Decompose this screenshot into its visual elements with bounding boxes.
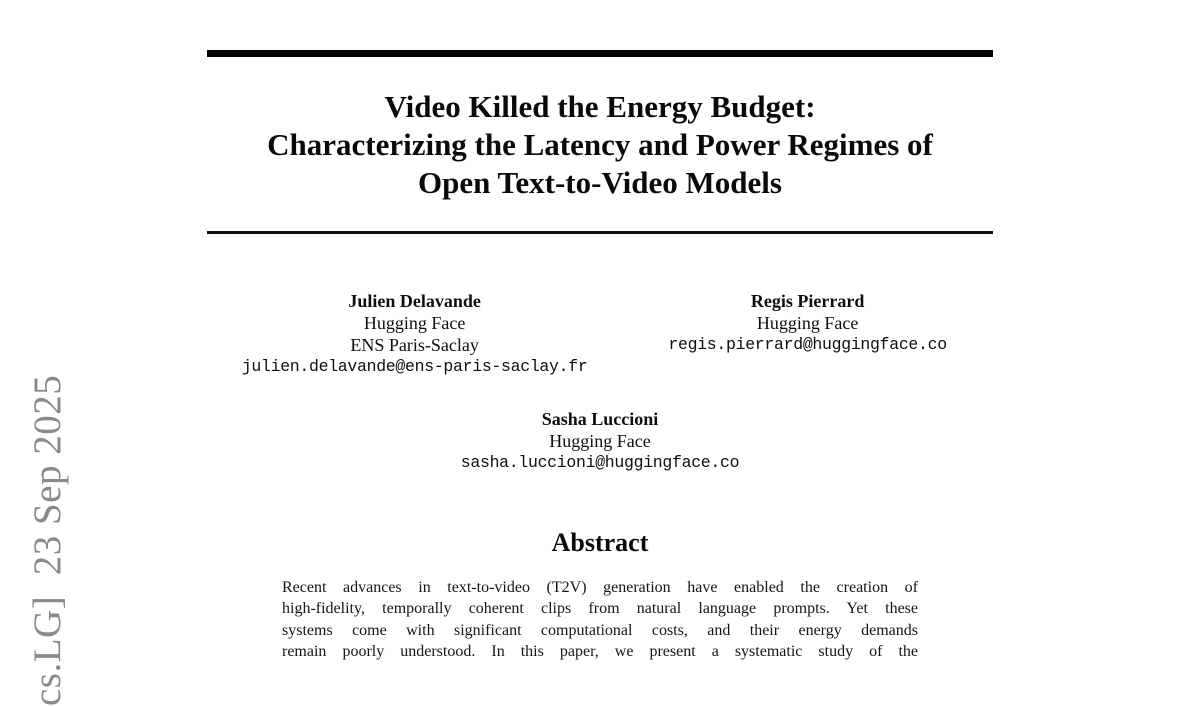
author-block-sasha-luccioni bbox=[207, 408, 993, 474]
author-email: regis.pierrard@huggingface.co bbox=[668, 334, 947, 354]
author-name: Regis Pierrard bbox=[750, 290, 865, 311]
author-affiliation: Hugging Face bbox=[549, 430, 651, 451]
author-block-regis-pierrard bbox=[622, 290, 993, 378]
author-block-julien-delavande bbox=[207, 290, 622, 378]
paper-page bbox=[0, 50, 1200, 706]
paper-title-line-2: Characterizing the Latency and Power Regimes of bbox=[267, 127, 933, 162]
author-affiliation: Hugging Face bbox=[363, 312, 466, 333]
author-name: Julien Delavande bbox=[348, 290, 481, 311]
author-name: Sasha Luccioni bbox=[541, 408, 659, 429]
abstract-line: systems come with significant computational costs, and their energy demands bbox=[282, 621, 918, 639]
abstract-line: remain poorly understood. In this paper, we present a systematic study of the bbox=[282, 643, 918, 660]
paper-title-line-1: Video Killed the Energy Budget: bbox=[384, 89, 816, 124]
paper-title-line-3: Open Text-to-Video Models bbox=[418, 165, 782, 200]
arxiv-watermark: cs.LG] 23 Sep 2025 bbox=[26, 374, 69, 706]
author-affiliation: ENS Paris-Saclay bbox=[350, 334, 479, 355]
paper-title bbox=[207, 88, 993, 202]
title-rule-bottom bbox=[207, 231, 993, 234]
authors-row bbox=[207, 290, 993, 378]
abstract-heading: Abstract bbox=[551, 527, 649, 557]
author-affiliation: Hugging Face bbox=[756, 312, 859, 333]
author-email: sasha.luccioni@huggingface.co bbox=[460, 452, 740, 472]
abstract-line: high-fidelity, temporally coherent clips from natural language prompts. Yet these bbox=[282, 600, 918, 617]
abstract-line: Recent advances in text-to-video (T2V) generation have enabled the creation of bbox=[282, 578, 918, 596]
author-email: julien.delavande@ens-paris-saclay.fr bbox=[241, 356, 588, 376]
title-rule-top bbox=[207, 50, 993, 57]
abstract-paragraph bbox=[282, 577, 918, 663]
paper-content-column bbox=[207, 50, 993, 663]
